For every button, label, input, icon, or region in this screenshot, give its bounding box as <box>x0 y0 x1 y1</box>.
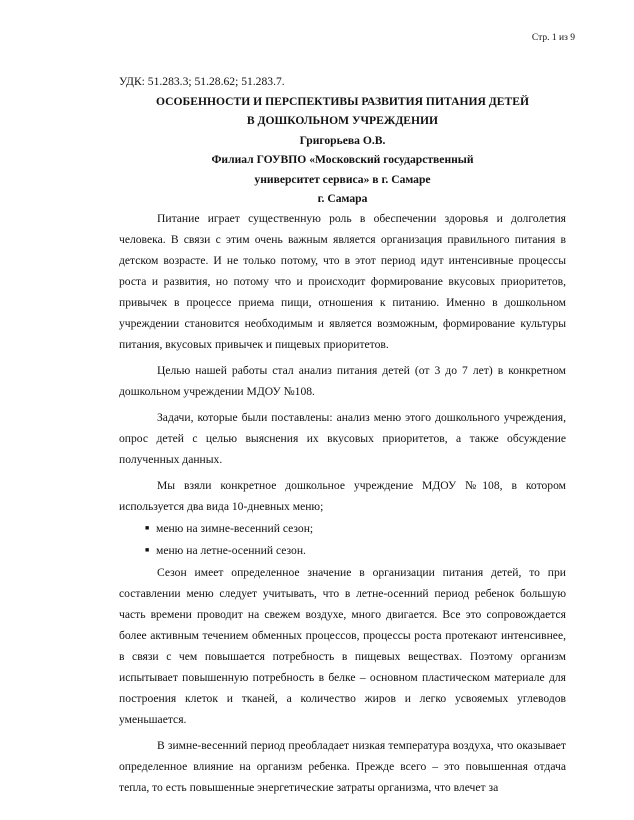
list-item-text: меню на зимне-весенний сезон; <box>156 522 314 536</box>
title-line-1: ОСОБЕННОСТИ И ПЕРСПЕКТИВЫ РАЗВИТИЯ ПИТАНИЯ ДЕТЕЙ <box>156 95 529 108</box>
udk-code: УДК: 51.283.3; 51.28.62; 51.283.7. <box>119 75 285 88</box>
city: г. Самара <box>317 192 368 206</box>
bullet-square-icon: ■ <box>145 524 150 533</box>
title-line-2: В ДОШКОЛЬНОМ УЧРЕЖДЕНИИ <box>246 114 439 128</box>
document-body <box>119 72 566 798</box>
paragraph-tasks: Задачи, которые были поставлены: анализ меню этого дошкольного учреждения, опрос детей с целью выяснения их вкусовых приоритетов, а также обсуждение полученных данных. <box>119 411 566 467</box>
paragraph-goal: Целью нашей работы стал анализ питания детей (от 3 до 7 лет) в конкретном дошкольном учреждении МДОУ №108. <box>119 364 566 399</box>
list-item-text: меню на летне-осенний сезон. <box>156 543 306 557</box>
menu-list <box>119 518 566 561</box>
list-item <box>119 518 566 540</box>
list-item <box>119 540 566 562</box>
affiliation-line-1: Филиал ГОУВПО «Московский государственный <box>211 153 474 167</box>
paragraph-intro: Питание играет существенную роль в обеспечении здоровья и долголетия человека. В связи с этим очень важным является организация правильного питания в детском возрасте. И не только потому, что в этот период идут интенсивные процессы роста и развития, но потому что и происходит формирование вкусовых приоритетов, привычек в процессе приема пищи, отношения к питанию. Именно в дошкольном учреждении становится необходимым и является возможным, формирование культуры питания, вкусовых привычек и пищевых приоритетов. <box>119 212 566 352</box>
author: Григорьева О.В. <box>299 133 386 147</box>
page-number: Стр. 1 из 9 <box>531 33 575 43</box>
bullet-square-icon: ■ <box>145 545 150 554</box>
paragraph-winter: В зимне-весенний период преобладает низкая температура воздуха, что оказывает определенное влияние на организм ребенка. Прежде всего – это повышенная отдача тепла, то есть повышенные энергетические затраты организма, что влечет за <box>119 739 566 795</box>
paragraph-season: Сезон имеет определенное значение в организации питания детей, то при составлении меню следует учитывать, что в летне-осенний период ребенок большую часть времени проводит на свежем воздухе, много двигается. Все это сопровождается более активным течением обменных процессов, процессы роста протекают интенсивнее, в связи с чем повышается потребность в пищевых веществах. Поэтому организм испытывает повышенную потребность в белке – основном пластическом материале для построения клеток и тканей, а количество жиров и легко усвояемых углеводов уменьшается. <box>119 566 566 727</box>
paragraph-institution: Мы взяли конкретное дошкольное учреждение МДОУ №108, в котором используется два вида 10-дневных меню; <box>119 479 566 514</box>
affiliation-line-2: университет сервиса» в г. Самаре <box>254 172 431 186</box>
